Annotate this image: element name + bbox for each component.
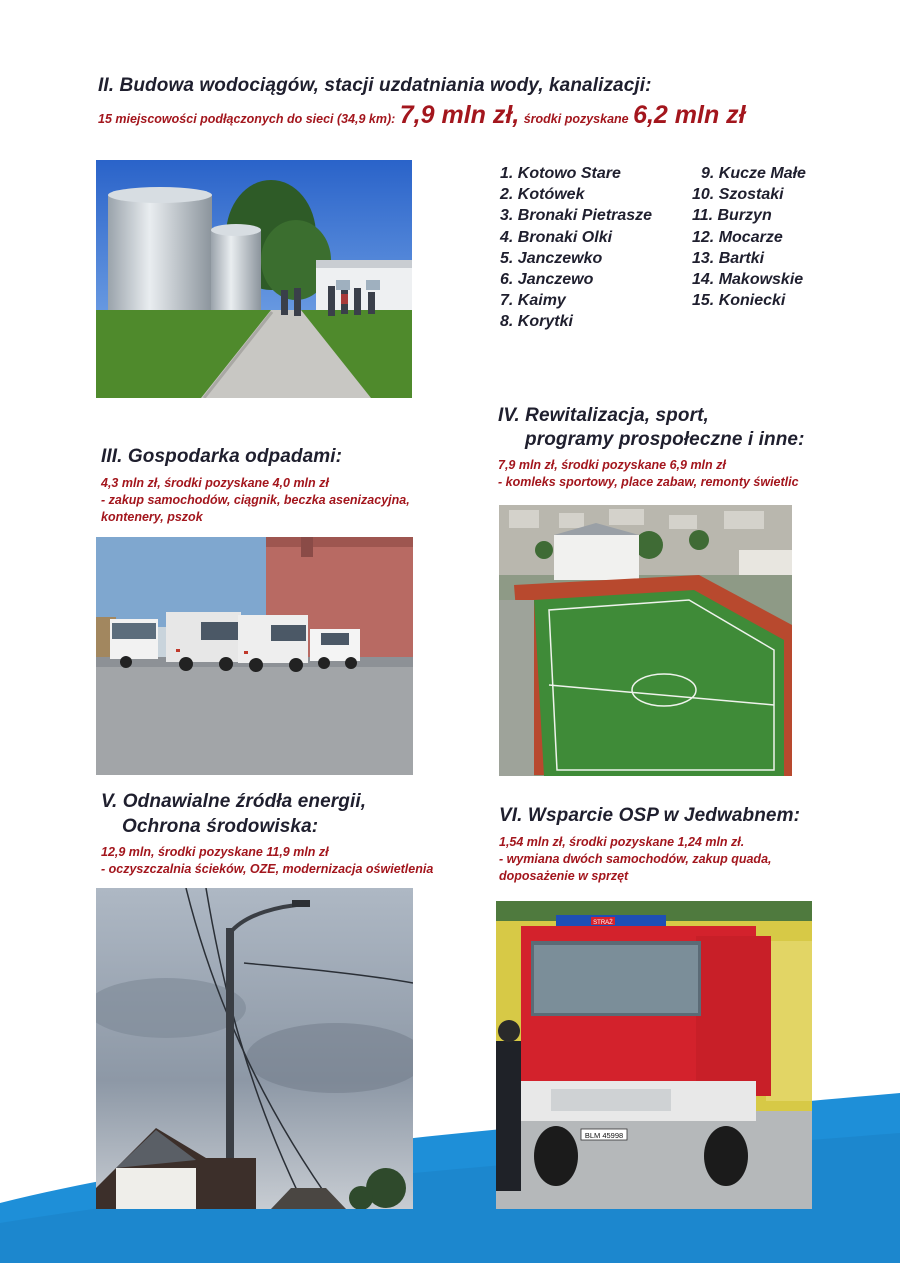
locality-item: 13. Bartki: [692, 249, 765, 267]
locality-item: 15. Koniecki: [692, 292, 786, 310]
section2-amount-obtained: 6,2 mln zł: [633, 101, 746, 129]
section2-amount-total: 7,9 mln zł,: [399, 101, 520, 129]
section3-details: [101, 475, 410, 526]
localities-list-col1: [500, 163, 652, 333]
street-lighting-photo: [96, 888, 413, 1209]
water-station-photo: [96, 160, 412, 398]
section6-line3: doposażenie w sprzęt: [499, 869, 629, 883]
locality-item: 6. Janczewo: [500, 271, 594, 289]
locality-item: 8. Korytki: [500, 313, 573, 331]
locality-item: 9. Kucze Małe: [701, 165, 806, 182]
section5-title-line2: Ochrona środowiska:: [122, 816, 319, 837]
truck-license-plate: BLM 45998: [584, 1131, 624, 1140]
section4-details: [498, 457, 799, 491]
section3-line2: - zakup samochodów, ciągnik, beczka asenizacyjna,: [101, 493, 410, 507]
section2-title: II. Budowa wodociągów, stacji uzdatniania wody, kanalizacji:: [98, 75, 652, 96]
locality-item: 10. Szostaki: [692, 186, 784, 204]
section4-line1: 7,9 mln zł, środki pozyskane 6,9 mln zł: [498, 458, 726, 472]
section6-line2: - wymiana dwóch samochodów, zakup quada,: [499, 852, 772, 866]
section2-subtitle: [98, 101, 746, 130]
locality-item: 3. Bronaki Pietrasze: [500, 207, 653, 225]
section5-title-line1: V. Odnawialne źródła energii,: [101, 791, 367, 812]
section3-title: III. Gospodarka odpadami:: [101, 446, 343, 467]
locality-item: 4. Bronaki Olki: [500, 228, 613, 246]
section3-line3: kontenery, pszok: [101, 510, 203, 524]
locality-item: 1. Kotowo Stare: [500, 165, 621, 182]
section4-title-line1: IV. Rewitalizacja, sport,: [498, 405, 709, 426]
section6-line1: 1,54 mln zł, środki pozyskane 1,24 mln zł.: [499, 835, 745, 849]
section6-details: [499, 834, 772, 885]
waste-trucks-photo: [96, 537, 413, 775]
section5-line2: - oczyszczalnia ścieków, OZE, modernizacja oświetlenia: [101, 862, 434, 876]
section4-line2: - komleks sportowy, place zabaw, remonty świetlic: [498, 475, 799, 489]
fire-truck-photo: [496, 901, 812, 1209]
locality-item: 2. Kotówek: [500, 186, 585, 204]
section2-sub-mid: środki pozyskane: [523, 112, 629, 126]
sports-complex-photo: [499, 505, 792, 776]
section6-title: VI. Wsparcie OSP w Jedwabnem:: [499, 805, 801, 826]
localities-list-col2: [692, 163, 806, 311]
locality-item: 14. Makowskie: [692, 271, 804, 289]
section5-line1: 12,9 mln, środki pozyskane 11,9 mln zł: [101, 845, 329, 859]
truck-cab-sign: STRAŻ: [593, 920, 613, 926]
locality-item: 12. Mocarze: [692, 228, 783, 246]
locality-item: 11. Burzyn: [692, 207, 772, 225]
section5-details: [101, 844, 433, 878]
locality-item: 5. Janczewko: [500, 249, 603, 267]
locality-item: 7. Kaimy: [500, 292, 566, 310]
section2-sub-prefix: 15 miejscowości podłączonych do sieci (34,9 km):: [98, 112, 396, 126]
section3-line1: 4,3 mln zł, środki pozyskane 4,0 mln zł: [101, 476, 329, 490]
section4-title-line2: programy prospołeczne i inne:: [525, 429, 805, 450]
